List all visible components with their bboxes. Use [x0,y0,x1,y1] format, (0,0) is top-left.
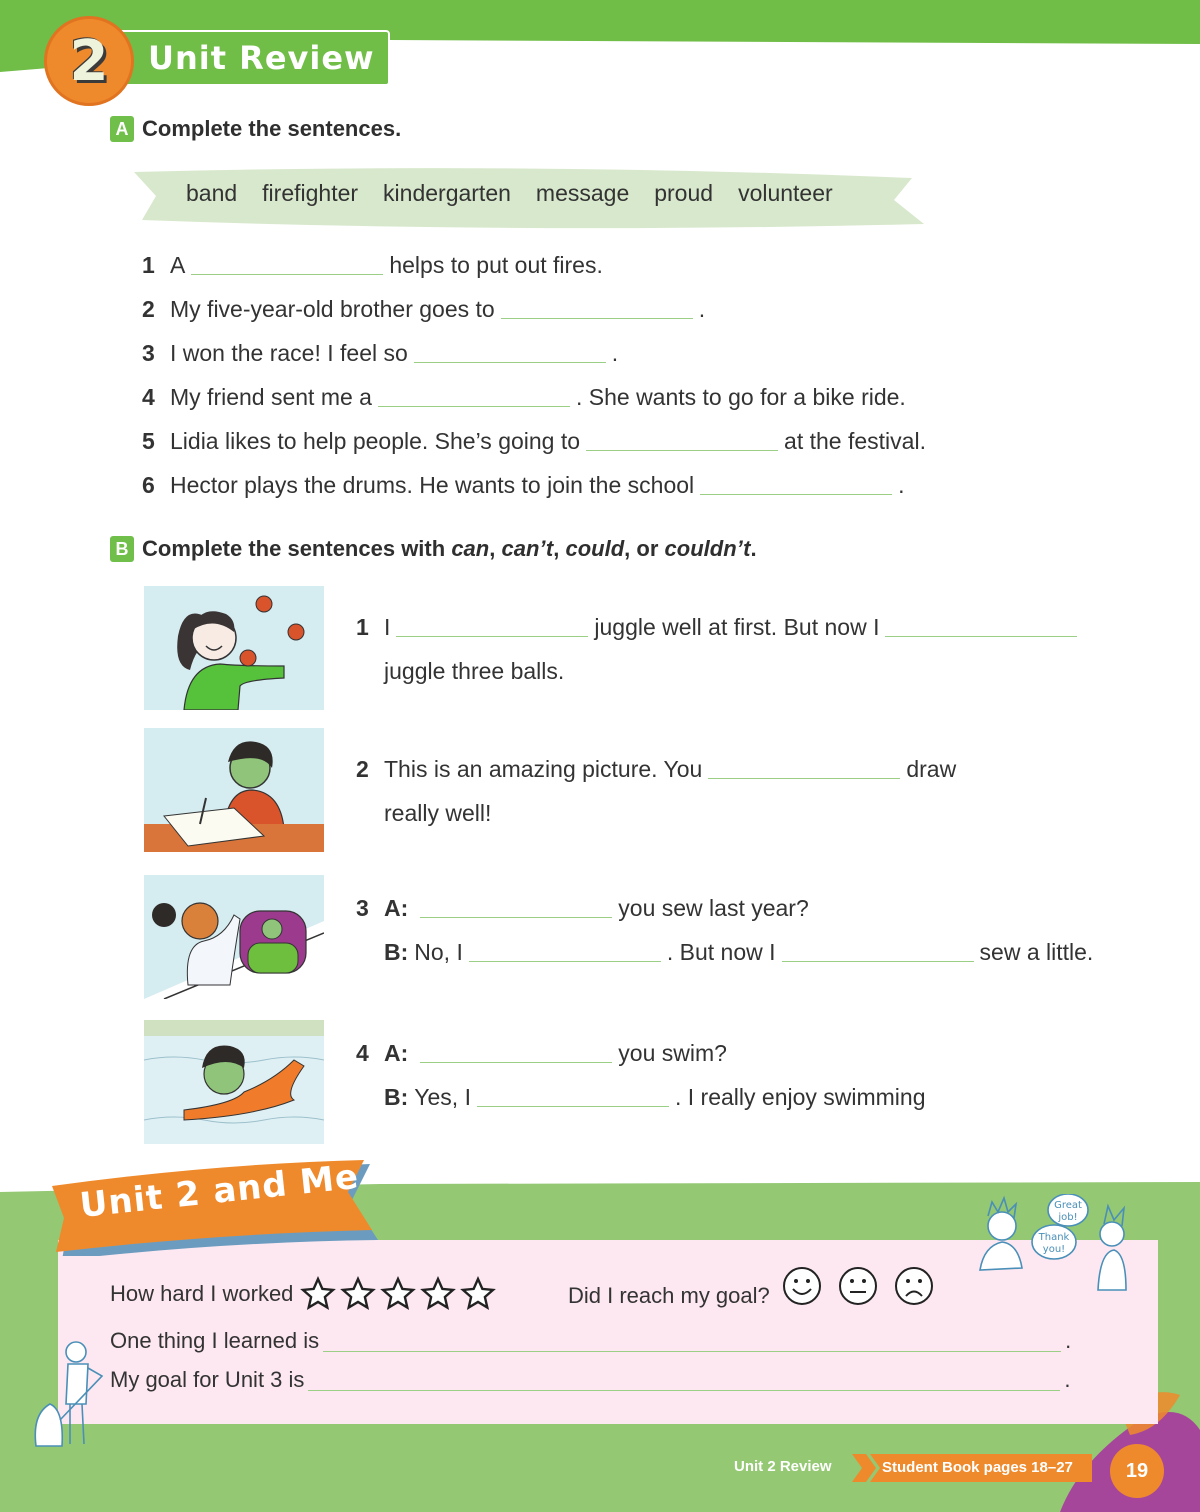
unit-number-badge [44,16,134,106]
word-bank-word: firefighter [262,180,359,206]
learned-row: One thing I learned is . [110,1328,1072,1353]
speaker-label: B: [384,939,409,965]
answer-blank[interactable] [469,961,661,962]
face-rating [782,1266,934,1306]
target-word: can’t [501,536,554,561]
section-a-letter: A [110,116,134,142]
footer-unit-label: Unit 2 Review [734,1458,832,1475]
section-a-list [142,252,926,516]
speaker-label: A: [384,1040,409,1066]
item-text-after: helps to put out fires. [389,252,603,278]
effort-rating-row [110,1276,497,1312]
answer-blank[interactable] [191,274,383,275]
happy-face-icon[interactable] [782,1266,822,1306]
answer-blank[interactable] [885,636,1077,637]
goal-reached-row [568,1266,934,1306]
item-number: 2 [356,756,369,782]
answer-blank[interactable] [700,494,892,495]
item-text-before: My friend sent me a [170,384,372,410]
item-text-before: I won the race! I feel so [170,340,408,366]
illustration-boy-swimming [144,1020,324,1144]
item-text-before: My five-year-old brother goes to [170,296,495,322]
word-bank-word: kindergarten [383,180,511,206]
star-icon[interactable] [379,1276,417,1312]
item-number: 2 [142,296,155,322]
learned-label: One thing I learned is [110,1328,320,1353]
item-text-after: . [898,472,905,498]
item-number: 3 [356,895,369,921]
word-bank [134,168,924,230]
unit-and-me-title: Unit 2 and Me [77,1156,361,1226]
word-bank-word: message [535,180,630,206]
word-bank-word: volunteer [738,180,833,206]
svg-text:you!: you! [1042,1244,1066,1255]
item-number: 6 [142,472,155,498]
goal-label: My goal for Unit 3 is [110,1367,305,1392]
item-text-before: Lidia likes to help people. She’s going to [170,428,581,454]
answer-blank[interactable] [586,450,778,451]
exercise-text: 4 A: you swim? B: Yes, I . I really enjoy swimming [356,1040,926,1110]
footer-pages-label: Student Book pages 18–27 [882,1459,1073,1476]
word-bank-list [186,180,833,207]
speech-bubble-great-job: Great [1054,1200,1082,1211]
goal-row: My goal for Unit 3 is . [110,1367,1071,1392]
item-number: 1 [356,614,369,640]
answer-blank[interactable] [420,1062,612,1063]
star-icon[interactable] [299,1276,337,1312]
section-a-instruction: Complete the sentences. [142,116,402,141]
illustration-kids-praise [964,1194,1134,1306]
item-number: 5 [142,428,155,454]
neutral-face-icon[interactable] [838,1266,878,1306]
answer-blank[interactable] [708,778,900,779]
answer-blank[interactable] [378,406,570,407]
illustration-boy-drawing [144,728,324,852]
item-number: 4 [142,384,155,410]
section-b-instruction: Complete the sentences with [142,536,446,561]
exercise-text: 3 A: you sew last year? B: No, I . But now I sew a little. [356,895,1094,965]
word-bank-word: band [186,180,238,206]
item-text-after: at the festival. [784,428,926,454]
section-b-letter: B [110,536,134,562]
unit-and-me-banner [52,1156,382,1256]
target-word: could [565,536,625,561]
target-word: couldn’t [664,536,751,561]
learned-answer-line[interactable] [323,1351,1061,1352]
sad-face-icon[interactable] [894,1266,934,1306]
exercise-text: 1 I juggle well at first. But now I juggle three balls. [356,614,1083,702]
star-rating [299,1276,497,1312]
page-number: 19 [1110,1444,1164,1498]
item-text-after: . She wants to go for a bike ride. [575,384,906,410]
answer-blank[interactable] [782,961,974,962]
item-number: 4 [356,1040,369,1066]
illustration-kid-with-bag [30,1334,110,1454]
answer-blank[interactable] [501,318,693,319]
exercise-text: 2 This is an amazing picture. You draw really well! [356,756,957,826]
star-icon[interactable] [339,1276,377,1312]
speaker-label: B: [384,1084,409,1110]
speech-bubble-thank-you: Thank [1038,1232,1070,1243]
illustration-girl-juggling [144,586,324,710]
exercise-item [142,384,926,428]
exercise-item [142,340,926,384]
item-text-after: . [698,296,706,322]
exercise-item [142,296,926,340]
answer-blank[interactable] [396,636,588,637]
page-footer [0,1450,1200,1490]
footer-pages-tag [852,1454,1092,1482]
item-number: 1 [142,252,155,278]
item-text-after: . [611,340,619,366]
exercise-item [142,472,926,516]
exercise-item [142,252,926,296]
goal-question: Did I reach my goal? [568,1283,770,1308]
item-number: 3 [142,340,155,366]
item-text-before: A [170,252,186,278]
star-icon[interactable] [419,1276,457,1312]
unit-review-title-box [112,30,390,86]
svg-text:job!: job! [1058,1212,1078,1223]
answer-blank[interactable] [414,362,606,363]
section-b-heading: B Complete the sentences with can , can’t , could , or couldn’t . [110,536,757,562]
page-title: Unit Review [148,39,375,77]
word-bank-word: proud [654,180,714,206]
section-a-heading [110,116,401,142]
illustration-girl-sewing [144,875,324,999]
unit-number: 2 [69,28,109,94]
how-hard-label: How hard I worked [110,1281,294,1306]
star-icon[interactable] [459,1276,497,1312]
item-text-before: Hector plays the drums. He wants to join the school [170,472,695,498]
exercise-item [142,428,926,472]
answer-blank[interactable] [420,917,612,918]
answer-blank[interactable] [477,1106,669,1107]
speaker-label: A: [384,895,409,921]
goal-answer-line[interactable] [308,1390,1060,1391]
target-word: can [451,536,490,561]
